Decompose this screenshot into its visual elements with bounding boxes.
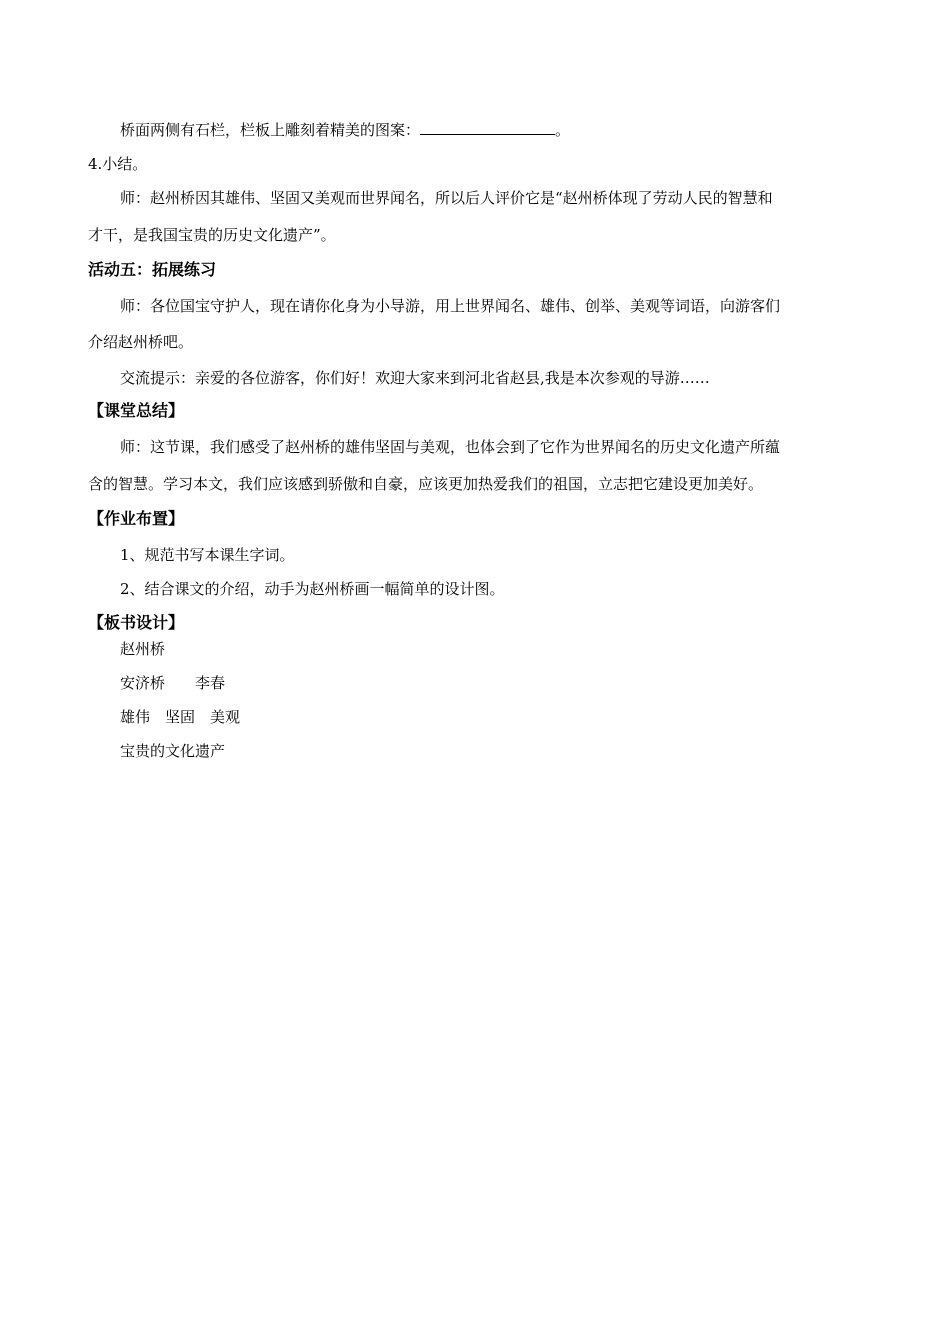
activity5-paragraph-line-2: 介绍赵州桥吧。 <box>88 333 194 351</box>
summary-subheading: 4.小结。 <box>88 155 148 173</box>
activity5-hint: 交流提示：亲爱的各位游客，你们好！欢迎大家来到河北省赵县,我是本次参观的导游…… <box>120 369 710 387</box>
board-line-traits: 雄伟 坚固 美观 <box>120 708 241 726</box>
board-line-names: 安济桥 李春 <box>120 674 226 692</box>
fill-in-prefix: 桥面两侧有石栏，栏板上雕刻着精美的图案： <box>120 121 421 139</box>
activity5-paragraph-line-1: 师：各位国宝守护人，现在请你化身为小导游，用上世界闻名、雄伟、创举、美观等词语，向游客们 <box>120 297 781 315</box>
activity5-heading: 活动五：拓展练习 <box>88 260 217 279</box>
summary-paragraph-line-1: 师：赵州桥因其雄伟、坚固又美观而世界闻名，所以后人评价它是“赵州桥体现了劳动人民的智慧和 <box>120 189 773 207</box>
homework-item-2: 2、结合课文的介绍，动手为赵州桥画一幅简单的设计图。 <box>120 580 505 598</box>
class-summary-heading: 【课堂总结】 <box>88 401 185 420</box>
class-summary-line-2: 含的智慧。学习本文，我们应该感到骄傲和自豪，应该更加热爱我们的祖国，立志把它建设更加美好。 <box>88 475 764 493</box>
board-line-heritage: 宝贵的文化遗产 <box>120 742 226 760</box>
answer-blank <box>420 120 555 135</box>
board-design-heading: 【板书设计】 <box>88 613 185 632</box>
summary-paragraph-line-2: 才干，是我国宝贵的历史文化遗产”。 <box>88 226 336 244</box>
fill-in-line <box>120 120 570 140</box>
homework-item-1: 1、规范书写本课生字词。 <box>120 546 295 564</box>
board-line-title: 赵州桥 <box>120 640 166 658</box>
homework-heading: 【作业布置】 <box>88 509 185 528</box>
class-summary-line-1: 师：这节课，我们感受了赵州桥的雄伟坚固与美观，也体会到了它作为世界闻名的历史文化遗产所蕴 <box>120 438 781 456</box>
fill-in-suffix: 。 <box>555 121 571 139</box>
